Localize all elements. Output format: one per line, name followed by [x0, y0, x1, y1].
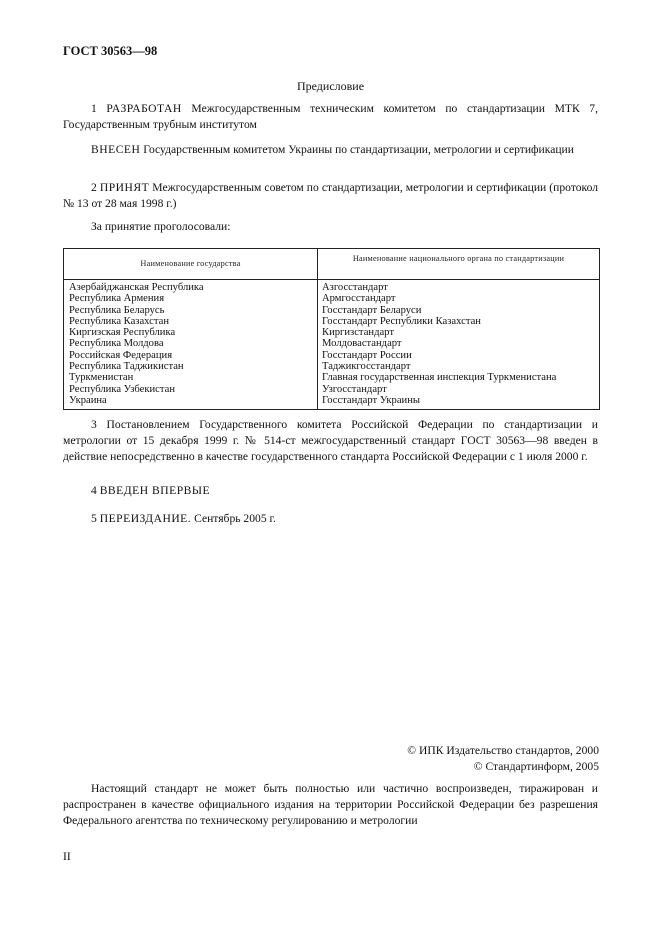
item-text: Межгосударственным техническим комитетом по стандартизации МТК 7, Государственным трубным институтом — [63, 102, 598, 131]
table-cell-country: Республика Молдова — [69, 338, 164, 350]
country-column — [69, 282, 314, 406]
item-number: 4 — [91, 484, 97, 497]
copyright-standartinform: © Стандартинформ, 2005 — [473, 760, 599, 773]
item-2 — [63, 180, 598, 212]
table-cell-national-body: Госстандарт Республики Казахстан — [322, 315, 481, 327]
table-cell-country: Республика Армения — [69, 293, 165, 305]
item-text: Государственным комитетом Украины по стандартизации, метрологии и сертификации — [140, 143, 574, 156]
item-text: Сентябрь 2005 г. — [191, 512, 276, 525]
table-cell-national-body: Молдовастандарт — [322, 338, 402, 350]
copyright-publisher: © ИПК Издательство стандартов, 2000 — [407, 744, 599, 757]
table-cell-national-body: Госстандарт Беларуси — [322, 304, 422, 316]
header-national-body: Наименование национального органа по стандартизации — [352, 254, 565, 263]
table-cell-national-body: Таджикгосстандарт — [322, 361, 411, 373]
item-lead: РАЗРАБОТАН — [106, 102, 182, 115]
table-cell-country: Республика Таджикистан — [69, 361, 184, 373]
item-lead: ПРИНЯТ — [99, 181, 150, 194]
item-introduced — [63, 142, 598, 158]
table-cell-country: Республика Узбекистан — [69, 383, 176, 395]
item-number: 5 — [91, 512, 97, 525]
reproduction-notice: Настоящий стандарт не может быть полностью или частично воспроизведен, тиражирован и распространен в качестве официального издания на территории Российской Федерации без разрешения Федерального агентства по техническому регулированию и метрологии — [63, 782, 598, 827]
table-cell-national-body: Киргизстандарт — [322, 327, 394, 339]
item-5 — [91, 511, 276, 527]
table-cell-national-body: Армгосстандарт — [322, 293, 396, 305]
table-cell-country: Российская Федерация — [69, 349, 173, 361]
voted-label: За принятие проголосовали: — [91, 220, 231, 233]
item-lead: ПЕРЕИЗДАНИЕ. — [99, 512, 192, 525]
page-title: Предисловие — [296, 79, 365, 93]
document-code: ГОСТ 30563—98 — [63, 44, 158, 58]
item-number: 1 — [91, 102, 97, 115]
item-text: Межгосударственным советом по стандартизации, метрологии и сертификации (протокол № 13 от 28 мая 1998 г.) — [63, 181, 599, 210]
table-cell-country: Киргизская Республика — [69, 327, 176, 339]
item-1 — [63, 101, 598, 133]
header-country: Наименование государства — [140, 259, 241, 268]
voting-table — [63, 248, 600, 410]
table-cell-country: Украина — [69, 394, 107, 406]
table-cell-country: Азербайджанская Республика — [69, 282, 204, 293]
table-cell-country: Республика Казахстан — [69, 315, 170, 327]
item-4 — [91, 483, 210, 499]
item-3: 3 Постановлением Государственного комитета Российской Федерации по стандартизации и метрологии от 15 декабря 1999 г. № 514-ст межгосударственный стандарт ГОСТ 30563—98 введен в действие непосредственно в качестве государственного стандарта Российской Федерации с 1 июля 2000 г. — [63, 418, 598, 463]
table-cell-national-body: Узгосстандарт — [322, 383, 387, 395]
table-cell-national-body: Главная государственная инспекция Туркменистана — [322, 372, 557, 384]
table-cell-national-body: Госстандарт России — [322, 349, 412, 361]
table-cell-country: Республика Беларусь — [69, 304, 165, 316]
item-lead: ВВЕДЕН ВПЕРВЫЕ — [99, 484, 211, 497]
table-divider — [317, 249, 318, 409]
table-cell-national-body: Госстандарт Украины — [322, 394, 420, 406]
table-cell-national-body: Азгосстандарт — [322, 282, 388, 293]
page-number: II — [63, 850, 71, 863]
item-number: 2 — [91, 181, 97, 194]
table-cell-country: Туркменистан — [69, 372, 134, 384]
national-body-column — [322, 282, 597, 406]
item-lead: ВНЕСЕН — [91, 143, 141, 156]
